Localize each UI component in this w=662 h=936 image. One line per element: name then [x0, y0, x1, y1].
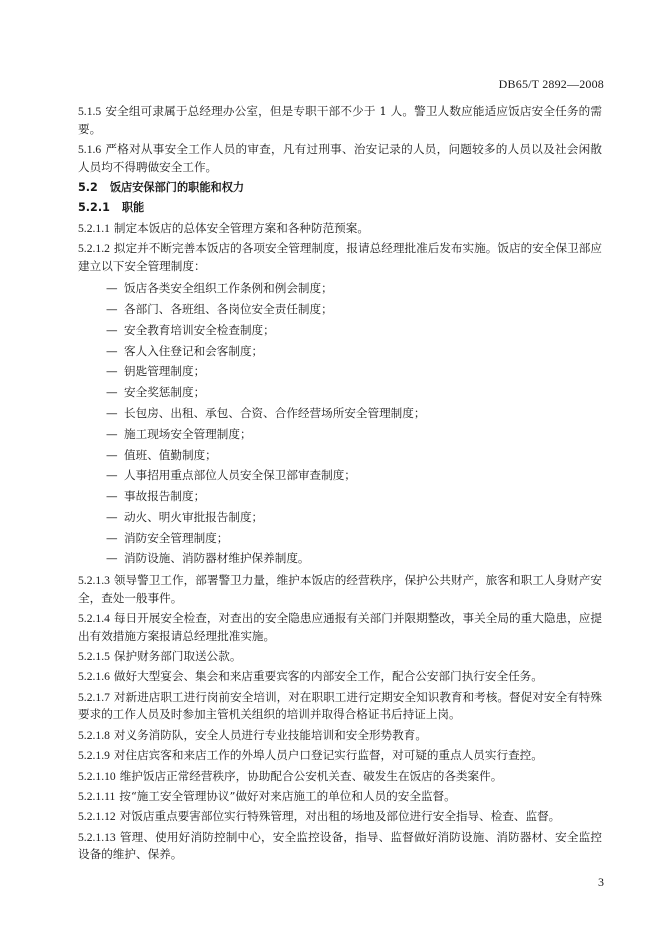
subsection-number: 5.2.1 — [78, 201, 110, 215]
clause-number: 5.2.1.2 — [78, 242, 110, 256]
dash-marker: — — [106, 343, 118, 358]
clause-number: 5.2.1.10 — [78, 769, 116, 783]
clause-number: 5.2.1.6 — [78, 670, 110, 684]
clause-number: 5.2.1.7 — [78, 690, 110, 704]
clause-number: 5.2.1.1 — [78, 221, 110, 235]
clause-5-2-1-11 — [78, 788, 602, 806]
section-heading-5-2 — [78, 179, 602, 197]
regulation-list — [78, 278, 602, 569]
clause-text: 保护财务部门取送公款。 — [113, 649, 242, 664]
clause-text: 严格对从事安全工作人员的审查，凡有过刑事、治安记录的人员，问题较多的人员以及社会闲散人员均不得聘做安全工作。 — [78, 141, 602, 174]
dash-marker: — — [106, 385, 118, 400]
subsection-title: 职能 — [121, 201, 145, 215]
clause-number: 5.1.6 — [78, 142, 102, 156]
list-item: — 动火、明火审批报告制度； — [78, 507, 602, 528]
clause-5-1-5 — [78, 103, 602, 138]
clause-5-1-6 — [78, 141, 602, 176]
document-body — [78, 103, 602, 867]
dash-marker: — — [106, 281, 118, 296]
dash-marker: — — [106, 301, 118, 316]
clause-text: 对饭店重点要害部位实行特殊管理，对出租的场地及部位进行安全指导、检查、监督。 — [119, 809, 561, 824]
list-item: — 消防设施、消防器材维护保养制度。 — [78, 548, 602, 569]
dash-marker: — — [106, 489, 118, 504]
clause-text: 管理、使用好消防控制中心，安全监控设备，指导、监督做好消防设施、消防器材、安全监控设备的维护、保养。 — [78, 829, 602, 862]
clause-number: 5.2.1.8 — [78, 728, 110, 742]
dash-marker: — — [106, 364, 118, 379]
clause-5-2-1-1 — [78, 220, 602, 238]
clause-5-2-1-2 — [78, 240, 602, 275]
clause-text: 制定本饭店的总体安全管理方案和各种防范预案。 — [113, 220, 369, 235]
clause-text: 做好大型宴会、集会和来店重要宾客的内部安全工作，配合公安部门执行安全任务。 — [113, 669, 543, 684]
clause-text: 维护饭店正常经营秩序，协助配合公安机关查、破发生在饭店的各类案件。 — [119, 768, 503, 783]
list-item: — 人事招用重点部位人员安全保卫部审查制度； — [78, 465, 602, 486]
clause-text: 每日开展安全检查，对查出的安全隐患应通报有关部门并限期整改，事关全局的重大隐患，应提出有效措施方案报请总经理批准实施。 — [78, 611, 602, 643]
dash-marker: — — [106, 468, 118, 483]
section-title: 饭店安保部门的职能和权力 — [109, 180, 245, 194]
dash-marker: — — [106, 551, 118, 566]
dash-marker: — — [106, 530, 118, 545]
list-item: — 各部门、各班组、各岗位安全责任制度； — [78, 299, 602, 320]
clause-number: 5.1.5 — [78, 105, 102, 118]
dash-marker: — — [106, 322, 118, 337]
clause-5-2-1-4 — [78, 610, 602, 645]
clause-text: 按“施工安全管理协议”做好对来店施工的单位和人员的安全监督。 — [119, 788, 456, 803]
clause-5-2-1-7 — [78, 689, 602, 724]
clause-text: 对义务消防队，安全人员进行专业技能培训和安全形势教育。 — [113, 727, 427, 742]
clause-5-2-1-9 — [78, 747, 602, 765]
list-item: — 施工现场安全管理制度； — [78, 424, 602, 445]
clause-text: 拟定并不断完善本饭店的各项安全管理制度，报请总经理批准后发布实施。饭店的安全保卫部应建立以下安全管理制度： — [78, 241, 602, 273]
list-item: — 钥匙管理制度； — [78, 361, 602, 382]
clause-number: 5.2.1.4 — [78, 612, 110, 626]
clause-text: 安全组可隶属于总经理办公室，但是专职干部不少于 1 人。警卫人数应能适应饭店安全任务的需要。 — [78, 104, 602, 136]
clause-text: 对新进店职工进行岗前安全培训，对在职职工进行定期安全知识教育和考核。督促对安全有特殊要求的工作人员及时参加主管机关组织的培训并取得合格证书后持证上岗。 — [78, 689, 602, 722]
clause-5-2-1-3 — [78, 572, 602, 607]
clause-number: 5.2.1.5 — [78, 650, 110, 664]
clause-number: 5.2.1.3 — [78, 574, 110, 588]
list-item: — 安全教育培训安全检查制度； — [78, 320, 602, 341]
dash-marker: — — [106, 447, 118, 462]
page-number: 3 — [598, 875, 604, 889]
list-item: — 安全奖惩制度； — [78, 382, 602, 403]
list-item: — 长包房、出租、承包、合资、合作经营场所安全管理制度； — [78, 403, 602, 424]
clause-number: 5.2.1.11 — [78, 789, 116, 803]
list-item: — 饭店各类安全组织工作条例和例会制度； — [78, 278, 602, 299]
standard-code: DB65/T 2892—2008 — [498, 77, 604, 91]
clause-text: 领导警卫工作，部署警卫力量，维护本饭店的经营秩序，保护公共财产，旅客和职工人身财产安全，查处一般事件。 — [78, 573, 602, 605]
dash-marker: — — [106, 509, 118, 524]
clause-number: 5.2.1.9 — [78, 749, 110, 763]
dash-marker: — — [106, 405, 118, 420]
clause-number: 5.2.1.13 — [78, 830, 116, 844]
list-item: — 客人入住登记和会客制度； — [78, 341, 602, 362]
clause-5-2-1-12 — [78, 808, 602, 826]
clause-text: 对住店宾客和来店工作的外埠人员户口登记实行监督，对可疑的重点人员实行查控。 — [113, 748, 543, 763]
dash-marker: — — [106, 426, 118, 441]
clause-number: 5.2.1.12 — [78, 810, 116, 824]
list-item: — 事故报告制度； — [78, 486, 602, 507]
clause-5-2-1-6 — [78, 668, 602, 686]
clause-5-2-1-10 — [78, 768, 602, 786]
list-item: — 消防安全管理制度； — [78, 528, 602, 549]
list-item: — 值班、值勤制度； — [78, 445, 602, 466]
subsection-heading-5-2-1 — [78, 199, 602, 217]
clause-5-2-1-8 — [78, 727, 602, 745]
clause-5-2-1-5 — [78, 648, 602, 666]
section-number: 5.2 — [78, 180, 98, 194]
clause-5-2-1-13 — [78, 829, 602, 864]
